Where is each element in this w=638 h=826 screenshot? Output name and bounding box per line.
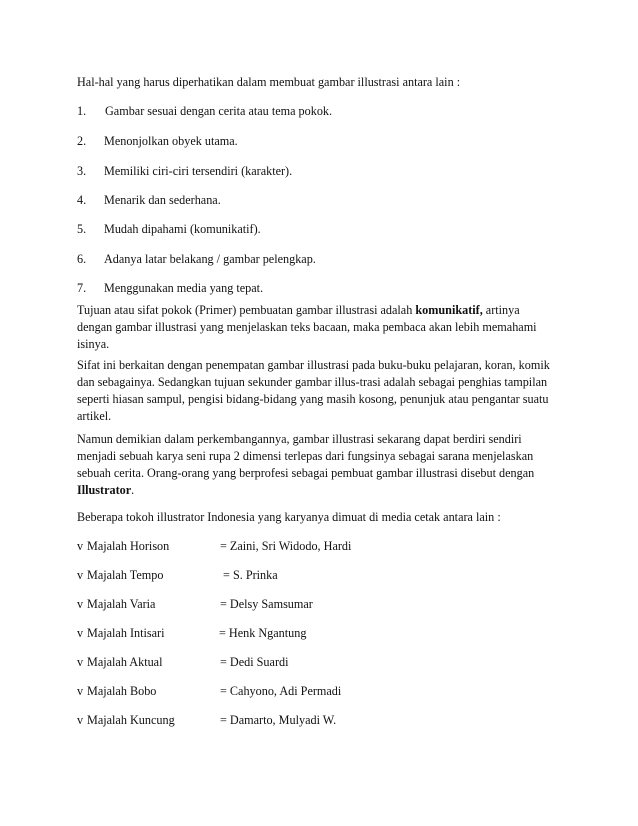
paragraph-line: isinya.: [77, 337, 110, 351]
list-text: Menonjolkan obyek utama.: [104, 134, 238, 148]
paragraph-line: Sifat ini berkaitan dengan penempatan gambar illustrasi pada buku-buku pelajaran, koran, komik: [77, 358, 550, 372]
list-item: [77, 251, 316, 267]
magazine-artists: = Cahyono, Adi Permadi: [220, 684, 342, 698]
magazine-row: [77, 712, 336, 728]
paragraph-line: artikel.: [77, 409, 112, 423]
list-number: 6.: [77, 252, 87, 266]
magazine-artists: = S. Prinka: [220, 568, 278, 582]
magazine-name: Majalah Kuncung: [87, 713, 175, 727]
bullet-marker: v: [77, 626, 84, 640]
list-number: 4.: [77, 193, 87, 207]
magazine-artists: = Damarto, Mulyadi W.: [220, 713, 337, 727]
paragraph-line: seperti hiasan sampul, pengisi bidang-bidang yang masih kosong, penunjuk atau pengantar suatu: [77, 392, 549, 406]
magazine-row: [77, 625, 306, 641]
bullet-marker: v: [77, 713, 84, 727]
bullet-marker: v: [77, 568, 84, 582]
list-item: [77, 192, 221, 208]
list-text: Menggunakan media yang tepat.: [104, 281, 264, 295]
magazine-name: Majalah Varia: [87, 597, 156, 611]
magazine-artists: = Henk Ngantung: [219, 626, 307, 640]
paragraph-sifat: [77, 357, 557, 425]
paragraph-line: Namun demikian dalam perkembangannya, gambar illustrasi sekarang dapat berdiri sendiri: [77, 432, 522, 446]
paragraph-line: [77, 302, 557, 319]
paragraph-line: menjadi sebuah karya seni rupa 2 dimensi terlepas dari fungsinya sebagai sarana menjelaskan: [77, 449, 534, 463]
text-span: artinya: [482, 303, 520, 317]
magazine-row: [77, 596, 313, 612]
magazine-row: [77, 567, 278, 583]
tokoh-intro-text: Beberapa tokoh illustrator Indonesia yang karyanya dimuat di media cetak antara lain :: [77, 510, 501, 524]
paragraph-tujuan: [77, 302, 557, 353]
list-number: 3.: [77, 164, 87, 178]
bullet-marker: v: [77, 684, 84, 698]
magazine-row: [77, 683, 341, 699]
list-text: Menarik dan sederhana.: [104, 193, 221, 207]
paragraph-line: dan sebagainya. Sedangkan tujuan sekunder gambar illus-trasi adalah sebagai penghias tampilan: [77, 375, 548, 389]
list-text: Adanya latar belakang / gambar pelengkap.: [104, 252, 316, 266]
list-item: [77, 221, 261, 237]
magazine-row: [77, 538, 351, 554]
magazine-artists: = Dedi Suardi: [220, 655, 289, 669]
bullet-marker: v: [77, 597, 84, 611]
list-number: 1.: [77, 104, 87, 118]
list-text: Gambar sesuai dengan cerita atau tema pokok.: [105, 104, 333, 118]
list-number: 7.: [77, 281, 87, 295]
paragraph-line: [77, 482, 557, 499]
list-item: [77, 133, 238, 149]
text-span: Tujuan atau sifat pokok (Primer) pembuatan gambar illustrasi adalah: [77, 303, 416, 317]
magazine-name: Majalah Intisari: [87, 626, 165, 640]
bold-term-illustrator: Illustrator: [77, 483, 132, 497]
magazine-name: Majalah Tempo: [87, 568, 164, 582]
bullet-marker: v: [77, 655, 84, 669]
list-item: [77, 163, 292, 179]
text-span: .: [131, 483, 135, 497]
list-number: 2.: [77, 134, 87, 148]
magazine-name: Majalah Bobo: [87, 684, 157, 698]
list-number: 5.: [77, 222, 87, 236]
list-item: [77, 280, 263, 296]
paragraph-line: dengan gambar illustrasi yang menjelaskan teks bacaan, maka pembaca akan lebih memahami: [77, 320, 537, 334]
magazine-artists: = Zaini, Sri Widodo, Hardi: [220, 539, 352, 553]
paragraph-perkembangan: [77, 431, 557, 499]
magazine-artists: = Delsy Samsumar: [220, 597, 313, 611]
intro-text: Hal-hal yang harus diperhatikan dalam membuat gambar illustrasi antara lain :: [77, 75, 461, 89]
list-text: Memiliki ciri-ciri tersendiri (karakter).: [104, 164, 293, 178]
list-text: Mudah dipahami (komunikatif).: [104, 222, 261, 236]
magazine-name: Majalah Aktual: [87, 655, 163, 669]
magazine-name: Majalah Horison: [87, 539, 170, 553]
bold-term-komunikatif: komunikatif,: [415, 303, 483, 317]
bullet-marker: v: [77, 539, 84, 553]
paragraph-line: sebuah cerita. Orang-orang yang berprofesi sebagai pembuat gambar illustrasi disebut dengan: [77, 466, 535, 480]
list-item: [77, 103, 332, 119]
magazine-row: [77, 654, 288, 670]
